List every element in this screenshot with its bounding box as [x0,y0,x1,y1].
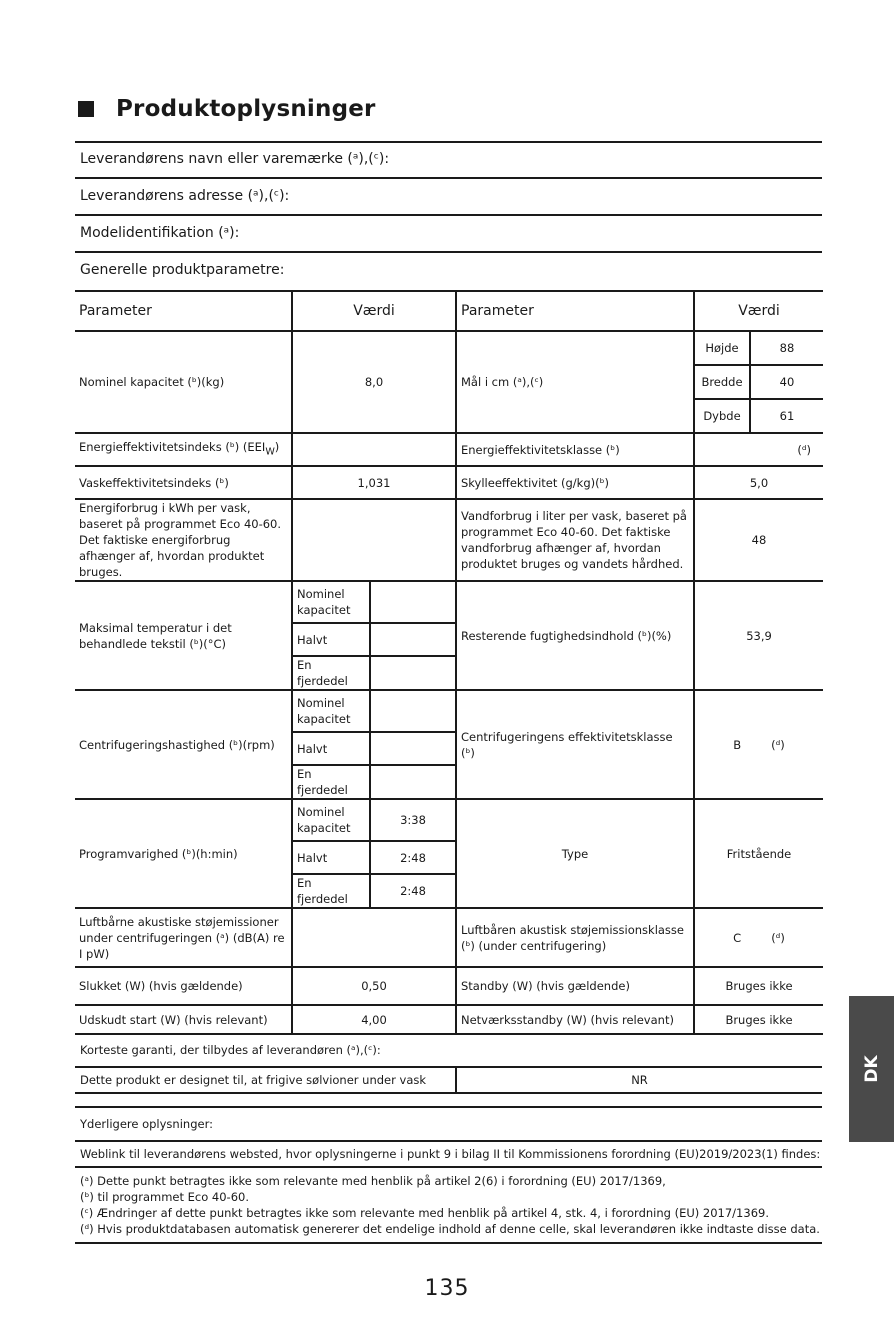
header-value: Værdi [694,291,823,331]
noise-class-note: (ᵈ) [771,930,785,945]
max-temp-sub-value [370,623,456,656]
noise-class-label: Luftbåren akustisk støjemissionsklasse (ᵇ) (under centrifugering) [456,908,694,967]
footnote-c: (ᶜ) Ændringer af dette punkt betragtes ikke som relevante med henblik på artikel 4, stk. 4, i forordning (EU) 2017/1369. [80,1206,769,1220]
width-label: Bredde [694,365,750,399]
delay-value: 4,00 [292,1005,456,1034]
network-standby-value: Bruges ikke [694,1005,823,1034]
energy-consumption-label: Energiforbrug i kWh per vask, baseret på programmet Eco 40-60. Det faktiske energiforbrug afhænger af, hvordan produktet bruges. [75,499,292,581]
spin-class-note: (ᵈ) [771,737,785,752]
page-title-block [78,92,376,126]
noise-value [292,908,456,967]
duration-label: Programvarighed (ᵇ)(h:min) [75,799,292,908]
spin-speed-sub-value [370,765,456,799]
eei-value [292,433,456,466]
spin-speed-sub-value [370,690,456,732]
header-value: Værdi [292,291,456,331]
max-temp-sub-label: Nominel kapacitet [292,581,370,623]
footnote-b: (ᵇ) til programmet Eco 40-60. [80,1190,249,1204]
dimensions-label: Mål i cm (ᵃ),(ᶜ) [456,331,694,433]
table-row [75,499,823,581]
table-row [75,908,823,967]
max-temp-label: Maksimal temperatur i det behandlede tekstil (ᵇ)(°C) [75,581,292,690]
rinsing-value: 5,0 [694,466,823,499]
spin-speed-sub-label: Halvt [292,732,370,765]
header-parameter: Parameter [75,291,292,331]
moisture-label: Resterende fugtighedsindhold (ᵇ)(%) [456,581,694,690]
spin-class-label: Centrifugeringens effektivitetsklasse (ᵇ) [456,690,694,799]
language-side-tab [849,996,894,1142]
spin-speed-sub-value [370,732,456,765]
spin-speed-sub-label: En fjerdedel [292,765,370,799]
table-row [75,690,823,732]
duration-sub-value: 2:48 [370,841,456,874]
supplier-address-field: Leverandørens adresse (ᵃ),(ᶜ): [80,188,290,204]
title-square-icon [78,101,94,117]
depth-value: 61 [750,399,823,433]
divider [75,177,822,179]
type-label: Type [456,799,694,908]
table-row [75,1005,823,1034]
max-temp-sub-value [370,656,456,690]
energy-class-value: (ᵈ) [694,433,823,466]
height-label: Højde [694,331,750,365]
max-temp-sub-value [370,581,456,623]
standby-label: Standby (W) (hvis gældende) [456,967,694,1005]
spin-class-letter: B [733,737,742,752]
divider [75,1066,822,1068]
table-row [75,967,823,1005]
standby-value: Bruges ikke [694,967,823,1005]
spin-speed-label: Centrifugeringshastighed (ᵇ)(rpm) [75,690,292,799]
max-temp-sub-label: En fjerdedel [292,656,370,690]
general-params-heading: Generelle produktparametre: [80,262,285,278]
divider [75,141,822,143]
type-value: Fritstående [694,799,823,908]
divider [75,1242,822,1244]
duration-sub-value: 2:48 [370,874,456,908]
divider [75,1140,822,1142]
nominal-capacity-value: 8,0 [292,331,456,433]
header-parameter: Parameter [456,291,694,331]
noise-class-letter: C [733,930,742,945]
eei-label [75,433,292,466]
silver-value: NR [631,1073,648,1087]
additional-info-heading: Yderligere oplysninger: [80,1117,213,1131]
duration-sub-value: 3:38 [370,799,456,841]
model-id-field: Modelidentifikation (ᵃ): [80,225,240,241]
noise-class-value [694,908,823,967]
washing-index-label: Vaskeffektivitetsindeks (ᵇ) [75,466,292,499]
product-parameters-table [75,290,823,1035]
footnote-a: (ᵃ) Dette punkt betragtes ikke som relevante med henblik på artikel 2(6) i forordning (EU) 2017/1369, [80,1174,666,1188]
table-header-row [75,291,823,331]
off-label: Slukket (W) (hvis gældende) [75,967,292,1005]
table-row [75,799,823,841]
water-consumption-value: 48 [694,499,823,581]
energy-consumption-value [292,499,456,581]
duration-sub-label: En fjerdedel [292,874,370,908]
table-row [75,331,823,365]
footnote-d: (ᵈ) Hvis produktdatabasen automatisk genererer det endelige indhold af denne celle, skal leverandøren ikke indtaste disse data. [80,1222,820,1236]
divider [75,1106,822,1108]
silver-label: Dette produkt er designet til, at frigive sølvioner under vask [80,1073,427,1087]
guarantee-text: Korteste garanti, der tilbydes af leverandøren (ᵃ),(ᶜ): [80,1043,381,1057]
energy-class-label: Energieffektivitetsklasse (ᵇ) [456,433,694,466]
eei-label-text: Energieffektivitetsindeks (ᵇ) (EEI [79,439,266,454]
spin-class-value [694,690,823,799]
height-value: 88 [750,331,823,365]
depth-label: Dybde [694,399,750,433]
page-title: Produktoplysninger [116,96,376,122]
moisture-value: 53,9 [694,581,823,690]
weblink-text: Weblink til leverandørens websted, hvor oplysningerne i punkt 9 i bilag II til Kommissionens forordning (EU)2019/2023(1) findes: [80,1147,821,1161]
water-consumption-label: Vandforbrug i liter per vask, baseret på programmet Eco 40-60. Det faktiske vandforbrug afhænger af, hvordan produktet bruges og vandets hårdhed. [456,499,694,581]
table-row [75,466,823,499]
spin-speed-sub-label: Nominel kapacitet [292,690,370,732]
rinsing-label: Skylleeffektivitet (g/kg)(ᵇ) [456,466,694,499]
eei-label-sub: W [265,446,275,458]
nominal-capacity-label: Nominel kapacitet (ᵇ)(kg) [75,331,292,433]
network-standby-label: Netværksstandby (W) (hvis relevant) [456,1005,694,1034]
language-tab-label: DK [861,1055,882,1083]
noise-label: Luftbårne akustiske støjemissioner under centrifugeringen (ᵃ) (dB(A) re I pW) [75,908,292,967]
supplier-name-field: Leverandørens navn eller varemærke (ᵃ),(ᶜ): [80,151,390,167]
duration-sub-label: Halvt [292,841,370,874]
width-value: 40 [750,365,823,399]
divider [75,214,822,216]
max-temp-sub-label: Halvt [292,623,370,656]
divider [75,1166,822,1168]
duration-sub-label: Nominel kapacitet [292,799,370,841]
delay-label: Udskudt start (W) (hvis relevant) [75,1005,292,1034]
washing-index-value: 1,031 [292,466,456,499]
page-number: 135 [424,1276,470,1301]
off-value: 0,50 [292,967,456,1005]
table-row [75,581,823,623]
eei-label-close: ) [274,439,280,454]
divider [75,1092,822,1094]
divider [75,251,822,253]
table-row [75,433,823,466]
